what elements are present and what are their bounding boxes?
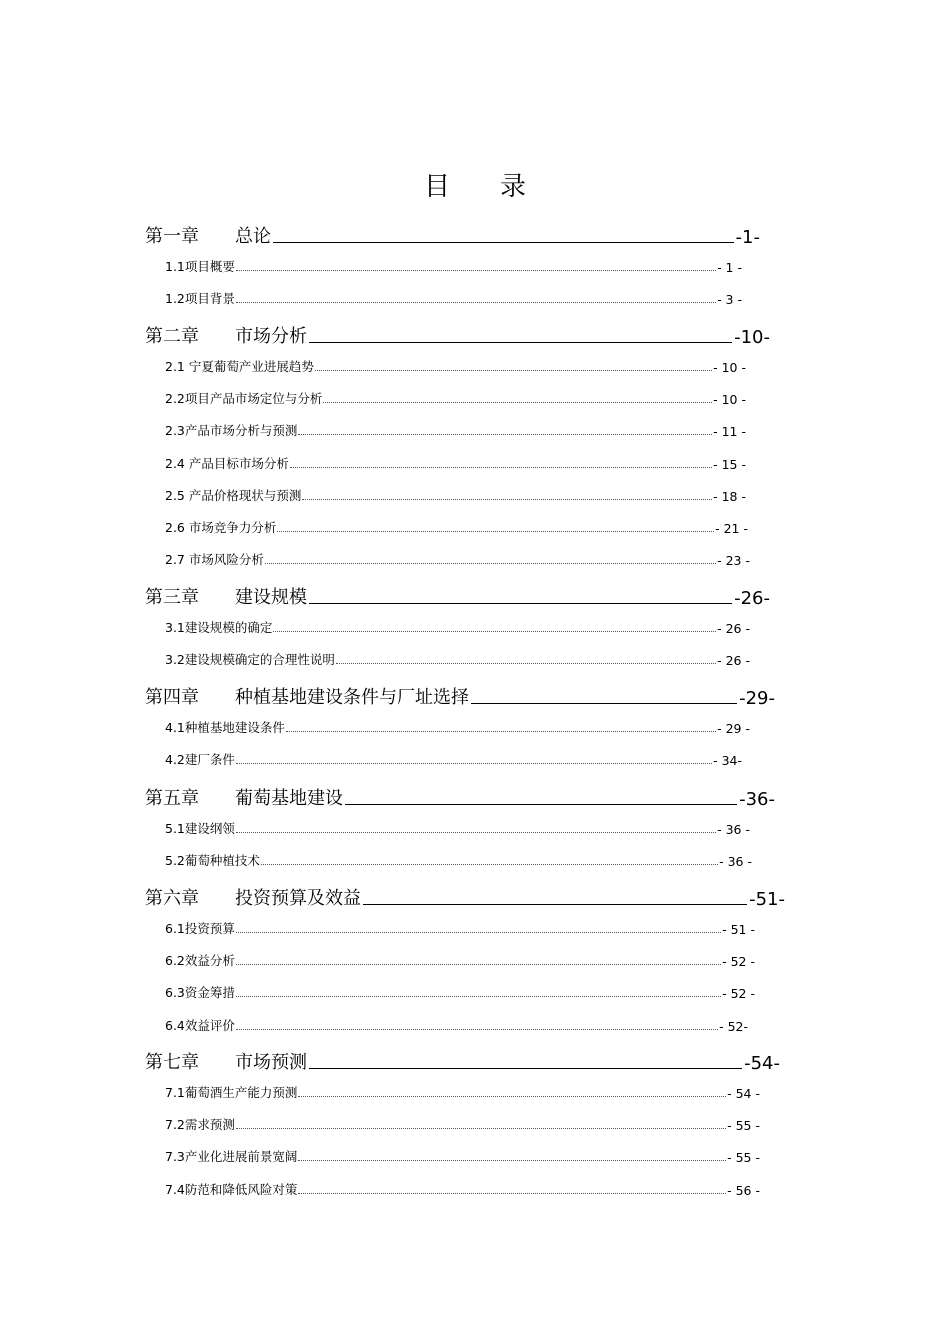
section-page: - 10 - bbox=[713, 360, 746, 375]
section-page: - 51 - bbox=[722, 922, 755, 937]
toc-chapter[interactable] bbox=[145, 320, 770, 348]
toc-section[interactable] bbox=[165, 548, 750, 568]
toc-section[interactable] bbox=[165, 355, 746, 375]
toc-section[interactable] bbox=[165, 516, 748, 536]
chapter-title: 总论 bbox=[235, 226, 271, 247]
section-title: 1.1项目概要 bbox=[165, 259, 235, 274]
section-page: - 52 - bbox=[722, 986, 755, 1002]
chapter-title: 葡萄基地建设 bbox=[235, 788, 343, 809]
section-page: - 1 - bbox=[717, 260, 742, 275]
leader-dots bbox=[298, 1159, 726, 1161]
section-page: - 26 - bbox=[717, 653, 750, 669]
toc-section[interactable] bbox=[165, 917, 755, 937]
section-title: 7.4防范和降低风险对策 bbox=[165, 1181, 298, 1197]
leader-line bbox=[273, 241, 734, 243]
toc-section[interactable] bbox=[165, 1081, 760, 1101]
chapter-page: -1- bbox=[735, 227, 760, 248]
toc-section[interactable] bbox=[165, 1113, 760, 1133]
chapter-page: -29- bbox=[739, 688, 775, 709]
section-page: - 56 - bbox=[727, 1182, 760, 1198]
leader-dots bbox=[236, 963, 721, 965]
chapter-title: 种植基地建设条件与厂址选择 bbox=[235, 687, 469, 708]
toc-section[interactable] bbox=[165, 1145, 760, 1165]
section-title: 4.2建厂条件 bbox=[165, 752, 235, 768]
leader-line bbox=[363, 903, 747, 905]
toc-section[interactable] bbox=[165, 748, 742, 768]
leader-dots bbox=[315, 369, 712, 371]
section-title: 4.1种植基地建设条件 bbox=[165, 720, 285, 735]
section-title: 6.3资金筹措 bbox=[165, 985, 235, 1001]
toc-title-right: 录 bbox=[500, 172, 527, 202]
section-title: 2.1 宁夏葡萄产业进展趋势 bbox=[165, 359, 314, 374]
section-title: 2.4 产品目标市场分析 bbox=[165, 455, 289, 471]
leader-dots bbox=[236, 269, 716, 271]
section-page: - 55 - bbox=[727, 1118, 760, 1134]
section-title: 6.4效益评价 bbox=[165, 1017, 235, 1033]
toc-section[interactable] bbox=[165, 817, 750, 837]
section-title: 3.1建设规模的确定 bbox=[165, 620, 273, 635]
section-page: - 36 - bbox=[719, 854, 752, 870]
leader-dots bbox=[286, 730, 716, 732]
leader-dots bbox=[277, 530, 714, 532]
leader-dots bbox=[273, 630, 716, 632]
chapter-page: -51- bbox=[749, 889, 785, 910]
section-title: 6.2效益分析 bbox=[165, 953, 235, 969]
leader-dots bbox=[298, 1095, 726, 1097]
toc-title-left: 目 bbox=[423, 172, 450, 202]
section-page: - 11 - bbox=[713, 424, 746, 440]
toc-section[interactable] bbox=[165, 616, 750, 636]
leader-dots bbox=[236, 831, 716, 833]
section-title: 1.2项目背景 bbox=[165, 291, 235, 307]
leader-dots bbox=[336, 662, 716, 664]
toc-section[interactable] bbox=[165, 419, 746, 439]
leader-dots bbox=[236, 301, 716, 303]
chapter-title: 市场分析 bbox=[235, 326, 307, 347]
chapter-number: 第六章 bbox=[145, 888, 199, 909]
chapter-number: 第三章 bbox=[145, 587, 199, 608]
section-title: 2.2项目产品市场定位与分析 bbox=[165, 391, 323, 407]
leader-dots bbox=[261, 863, 718, 865]
section-title: 6.1投资预算 bbox=[165, 921, 235, 936]
chapter-title: 建设规模 bbox=[235, 587, 307, 608]
toc-section[interactable] bbox=[165, 1178, 760, 1198]
toc-section[interactable] bbox=[165, 452, 746, 472]
toc-chapter[interactable] bbox=[145, 882, 785, 910]
chapter-number: 第二章 bbox=[145, 326, 199, 347]
section-page: - 34- bbox=[713, 753, 742, 769]
toc-section[interactable] bbox=[165, 1014, 748, 1034]
leader-dots bbox=[236, 995, 721, 997]
section-title: 2.5 产品价格现状与预测 bbox=[165, 487, 302, 503]
section-page: - 54 - bbox=[727, 1086, 760, 1101]
chapter-page: -10- bbox=[734, 327, 770, 348]
leader-line bbox=[309, 341, 732, 343]
section-title: 2.6 市场竞争力分析 bbox=[165, 520, 277, 535]
toc-chapter[interactable] bbox=[145, 1046, 780, 1074]
section-title: 3.2建设规模确定的合理性说明 bbox=[165, 652, 335, 668]
section-page: - 52- bbox=[719, 1018, 748, 1034]
chapter-number: 第四章 bbox=[145, 687, 199, 708]
toc-section[interactable] bbox=[165, 287, 742, 307]
section-title: 5.1建设纲领 bbox=[165, 821, 235, 836]
toc-section[interactable] bbox=[165, 484, 746, 504]
section-title: 7.2需求预测 bbox=[165, 1117, 235, 1133]
leader-dots bbox=[236, 762, 712, 764]
section-page: - 36 - bbox=[717, 822, 750, 837]
chapter-page: -36- bbox=[739, 789, 775, 810]
section-page: - 23 - bbox=[717, 553, 750, 569]
chapter-number: 第五章 bbox=[145, 788, 199, 809]
leader-dots bbox=[236, 1028, 718, 1030]
toc-section[interactable] bbox=[165, 716, 750, 736]
leader-dots bbox=[265, 562, 716, 564]
chapter-number: 第一章 bbox=[145, 226, 199, 247]
section-page: - 15 - bbox=[713, 456, 746, 472]
section-page: - 52 - bbox=[722, 954, 755, 970]
section-page: - 18 - bbox=[713, 488, 746, 504]
toc-section[interactable] bbox=[165, 849, 752, 869]
leader-dots bbox=[323, 401, 712, 403]
toc-section[interactable] bbox=[165, 255, 742, 275]
chapter-title: 投资预算及效益 bbox=[235, 888, 361, 909]
leader-dots bbox=[302, 498, 712, 500]
leader-dots bbox=[298, 433, 712, 435]
chapter-number: 第七章 bbox=[145, 1052, 199, 1073]
section-page: - 55 - bbox=[727, 1150, 760, 1166]
section-page: - 26 - bbox=[717, 621, 750, 636]
leader-line bbox=[345, 803, 737, 805]
section-page: - 3 - bbox=[717, 292, 742, 308]
toc-chapter[interactable] bbox=[145, 782, 775, 810]
section-title: 7.1葡萄酒生产能力预测 bbox=[165, 1085, 298, 1100]
leader-line bbox=[309, 602, 732, 604]
section-title: 7.3产业化进展前景宽阔 bbox=[165, 1149, 298, 1165]
section-page: - 29 - bbox=[717, 721, 750, 736]
section-page: - 10 - bbox=[713, 392, 746, 408]
leader-dots bbox=[290, 466, 712, 468]
leader-dots bbox=[298, 1192, 726, 1194]
leader-line bbox=[471, 702, 737, 704]
toc-chapter[interactable] bbox=[145, 681, 775, 709]
toc-section[interactable] bbox=[165, 387, 746, 407]
section-title: 2.7 市场风险分析 bbox=[165, 552, 264, 568]
leader-line bbox=[309, 1067, 742, 1069]
toc-section[interactable] bbox=[165, 949, 755, 969]
section-title: 2.3产品市场分析与预测 bbox=[165, 423, 298, 439]
chapter-title: 市场预测 bbox=[235, 1052, 307, 1073]
toc-title bbox=[0, 166, 950, 203]
toc-section[interactable] bbox=[165, 648, 750, 668]
section-title: 5.2葡萄种植技术 bbox=[165, 853, 260, 869]
chapter-page: -54- bbox=[744, 1053, 780, 1074]
toc-section[interactable] bbox=[165, 981, 755, 1001]
toc-chapter[interactable] bbox=[145, 581, 770, 609]
leader-dots bbox=[236, 931, 721, 933]
leader-dots bbox=[236, 1127, 726, 1129]
toc-chapter[interactable] bbox=[145, 220, 760, 248]
chapter-page: -26- bbox=[734, 588, 770, 609]
section-page: - 21 - bbox=[715, 521, 748, 536]
